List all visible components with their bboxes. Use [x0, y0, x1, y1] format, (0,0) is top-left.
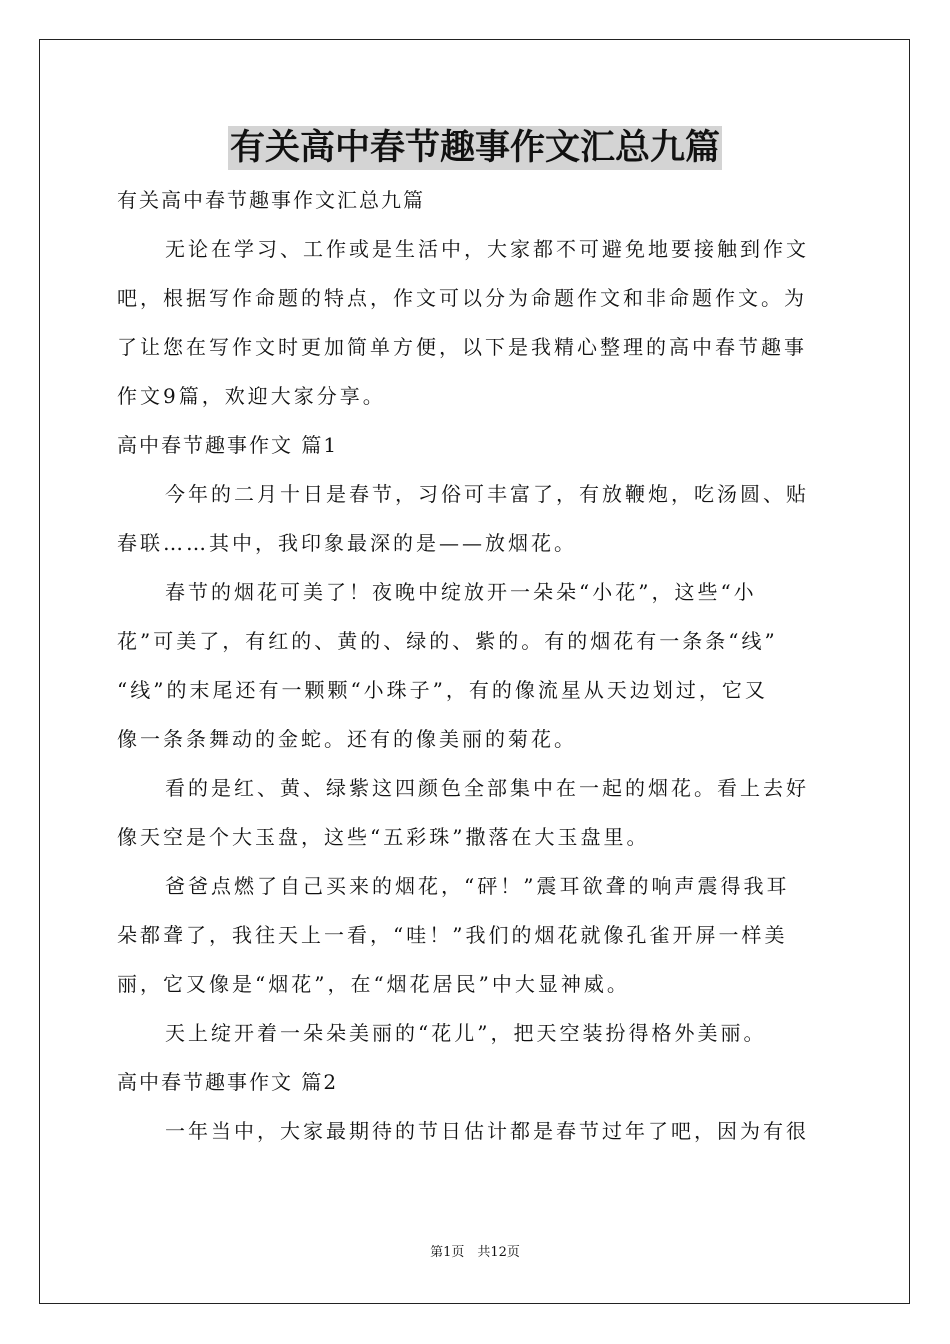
paragraph-line: 看的是红、黄、绿紫这四颜色全部集中在一起的烟花。看上去好 — [165, 776, 809, 800]
paragraph-line: “线”的末尾还有一颗颗“小珠子”，有的像流星从天边划过，它又 — [117, 678, 768, 702]
paragraph-line: 作文9篇，欢迎大家分享。 — [117, 384, 386, 408]
section-heading: 高中春节趣事作文 篇2 — [117, 1070, 339, 1094]
paragraph-line: 春联……其中，我印象最深的是——放烟花。 — [117, 531, 577, 555]
paragraph-line: 天上绽开着一朵朵美丽的“花儿”，把天空装扮得格外美丽。 — [165, 1021, 767, 1045]
paragraph-line: 花”可美了，有红的、黄的、绿的、紫的。有的烟花有一条条“线” — [117, 629, 778, 653]
paragraph-line: 了让您在写作文时更加简单方便，以下是我精心整理的高中春节趣事 — [117, 335, 807, 359]
paragraph-line: 春节的烟花可美了！夜晚中绽放开一朵朵“小花”，这些“小 — [165, 580, 757, 604]
paragraph-line: 吧，根据写作命题的特点，作文可以分为命题作文和非命题作文。为 — [117, 286, 807, 310]
paragraph-line: 一年当中，大家最期待的节日估计都是春节过年了吧，因为有很 — [165, 1119, 809, 1143]
document-body — [117, 176, 833, 1156]
document-title — [0, 126, 950, 172]
document-title-text: 有关高中春节趣事作文汇总九篇 — [229, 127, 720, 168]
paragraph-line: 无论在学习、工作或是生活中，大家都不可避免地要接触到作文 — [165, 237, 809, 261]
paragraph-line: 今年的二月十日是春节，习俗可丰富了，有放鞭炮，吃汤圆、贴 — [165, 482, 809, 506]
paragraph-line: 丽，它又像是“烟花”，在“烟花居民”中大显神威。 — [117, 972, 630, 996]
paragraph-line: 朵都聋了，我往天上一看，“哇！”我们的烟花就像孔雀开屏一样美 — [117, 923, 788, 947]
paragraph-line: 爸爸点燃了自己买来的烟花，“砰！”震耳欲聋的响声震得我耳 — [165, 874, 790, 898]
page-footer: 第1页 共12页 — [430, 1245, 520, 1260]
paragraph-line: 像一条条舞动的金蛇。还有的像美丽的菊花。 — [117, 727, 577, 751]
section-heading: 高中春节趣事作文 篇1 — [117, 433, 339, 457]
section-heading: 有关高中春节趣事作文汇总九篇 — [117, 188, 425, 212]
paragraph-line: 像天空是个大玉盘，这些“五彩珠”撒落在大玉盘里。 — [117, 825, 650, 849]
